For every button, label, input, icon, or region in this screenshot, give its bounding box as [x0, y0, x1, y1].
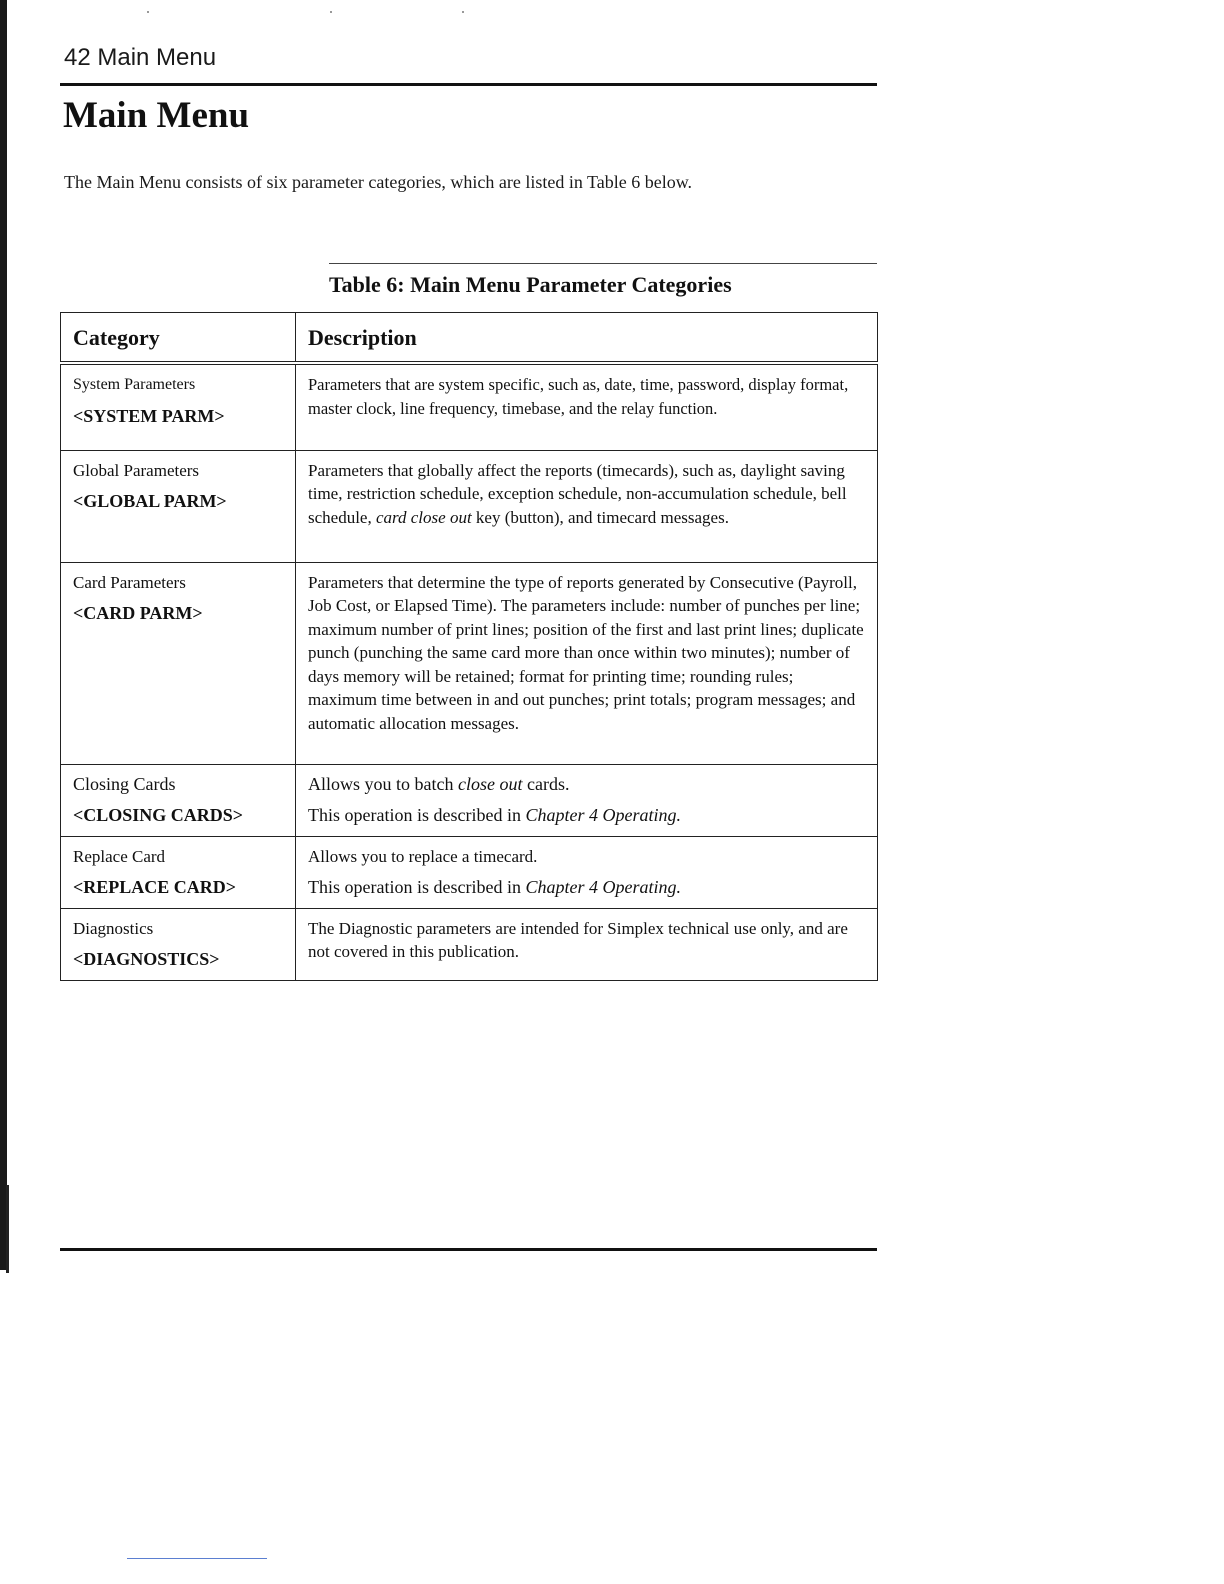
- description-cell: Parameters that are system specific, such as, date, time, password, display format, master clock, line frequency, timebase, and the relay function.: [296, 363, 878, 450]
- description-line: [308, 804, 865, 828]
- scan-speck: [462, 11, 464, 13]
- description-text: cards.: [522, 773, 570, 794]
- category-cell: [61, 363, 296, 450]
- category-code: <CARD PARM>: [73, 603, 203, 623]
- table-row: [61, 562, 878, 764]
- table-row: [61, 764, 878, 836]
- category-code: <SYSTEM PARM>: [73, 405, 225, 426]
- category-code: <CLOSING CARDS>: [73, 805, 244, 825]
- description-text: key (button), and timecard messages.: [471, 507, 729, 527]
- table-row: [61, 363, 878, 450]
- footer-rule: [60, 1248, 877, 1251]
- description-emphasis: Chapter 4 Operating.: [525, 805, 681, 825]
- description-line: Allows you to replace a timecard.: [308, 846, 538, 866]
- scan-edge-mark: [6, 1185, 9, 1273]
- category-cell: [61, 836, 296, 908]
- intro-paragraph: The Main Menu consists of six parameter categories, which are listed in Table 6 below.: [64, 172, 693, 192]
- table-row: [61, 836, 878, 908]
- parameter-table: [60, 312, 878, 981]
- column-header-category: Category: [61, 313, 296, 364]
- description-cell: [296, 836, 878, 908]
- caption-rule: [329, 263, 877, 264]
- description-text: This operation is described in: [308, 877, 526, 897]
- scan-speck: [147, 11, 149, 13]
- category-cell: [61, 450, 296, 562]
- category-name: Card Parameters: [73, 572, 186, 592]
- category-code: <REPLACE CARD>: [73, 877, 237, 897]
- page-title: Main Menu: [63, 95, 250, 136]
- category-name: Closing Cards: [73, 773, 176, 794]
- description-emphasis: close out: [458, 773, 523, 794]
- category-code: <GLOBAL PARM>: [73, 491, 227, 511]
- description-text: Allows you to batch: [308, 773, 458, 794]
- table-row: [61, 908, 878, 980]
- description-cell: Parameters that determine the type of reports generated by Consecutive (Payroll, Job Cost, or Elapsed Time). The parameters include: number of punches per line; maximum number of print lines; position of the first and last print lines; duplicate punch (punching the same card more than once within two minutes); number of days memory will be retained; format for printing time; rounding rules; maximum time between in and out punches; print totals; program messages; and automatic allocation messages.: [296, 562, 878, 764]
- column-header-description: Description: [296, 313, 878, 364]
- table-row: [61, 450, 878, 562]
- category-name: Global Parameters: [73, 460, 200, 480]
- description-cell: [296, 764, 878, 836]
- scan-blue-line: [127, 1558, 267, 1559]
- category-cell: [61, 908, 296, 980]
- scan-speck: [330, 11, 332, 13]
- category-name: System Parameters: [73, 376, 196, 393]
- category-cell: [61, 764, 296, 836]
- scan-edge-bar: [0, 0, 7, 1270]
- running-head: 42 Main Menu: [64, 44, 217, 71]
- category-code: <DIAGNOSTICS>: [73, 949, 220, 969]
- description-text: Parameters that globally affect the reports (timecards), such as, daylight saving time, restriction schedule, exception schedule, non-accumulation schedule, bell schedule,: [308, 460, 847, 527]
- description-line: [308, 876, 865, 900]
- description-cell: [296, 450, 878, 562]
- description-line: [308, 773, 865, 797]
- table-caption: Table 6: Main Menu Parameter Categories: [329, 272, 732, 297]
- table-header-row: [61, 313, 878, 364]
- description-emphasis: Chapter 4 Operating.: [525, 877, 681, 897]
- description-text: This operation is described in: [308, 805, 526, 825]
- category-name: Replace Card: [73, 846, 166, 866]
- category-name: Diagnostics: [73, 918, 154, 938]
- description-emphasis: card close out: [375, 507, 472, 527]
- header-rule: [60, 83, 877, 86]
- category-cell: [61, 562, 296, 764]
- description-cell: The Diagnostic parameters are intended for Simplex technical use only, and are not covered in this publication.: [296, 908, 878, 980]
